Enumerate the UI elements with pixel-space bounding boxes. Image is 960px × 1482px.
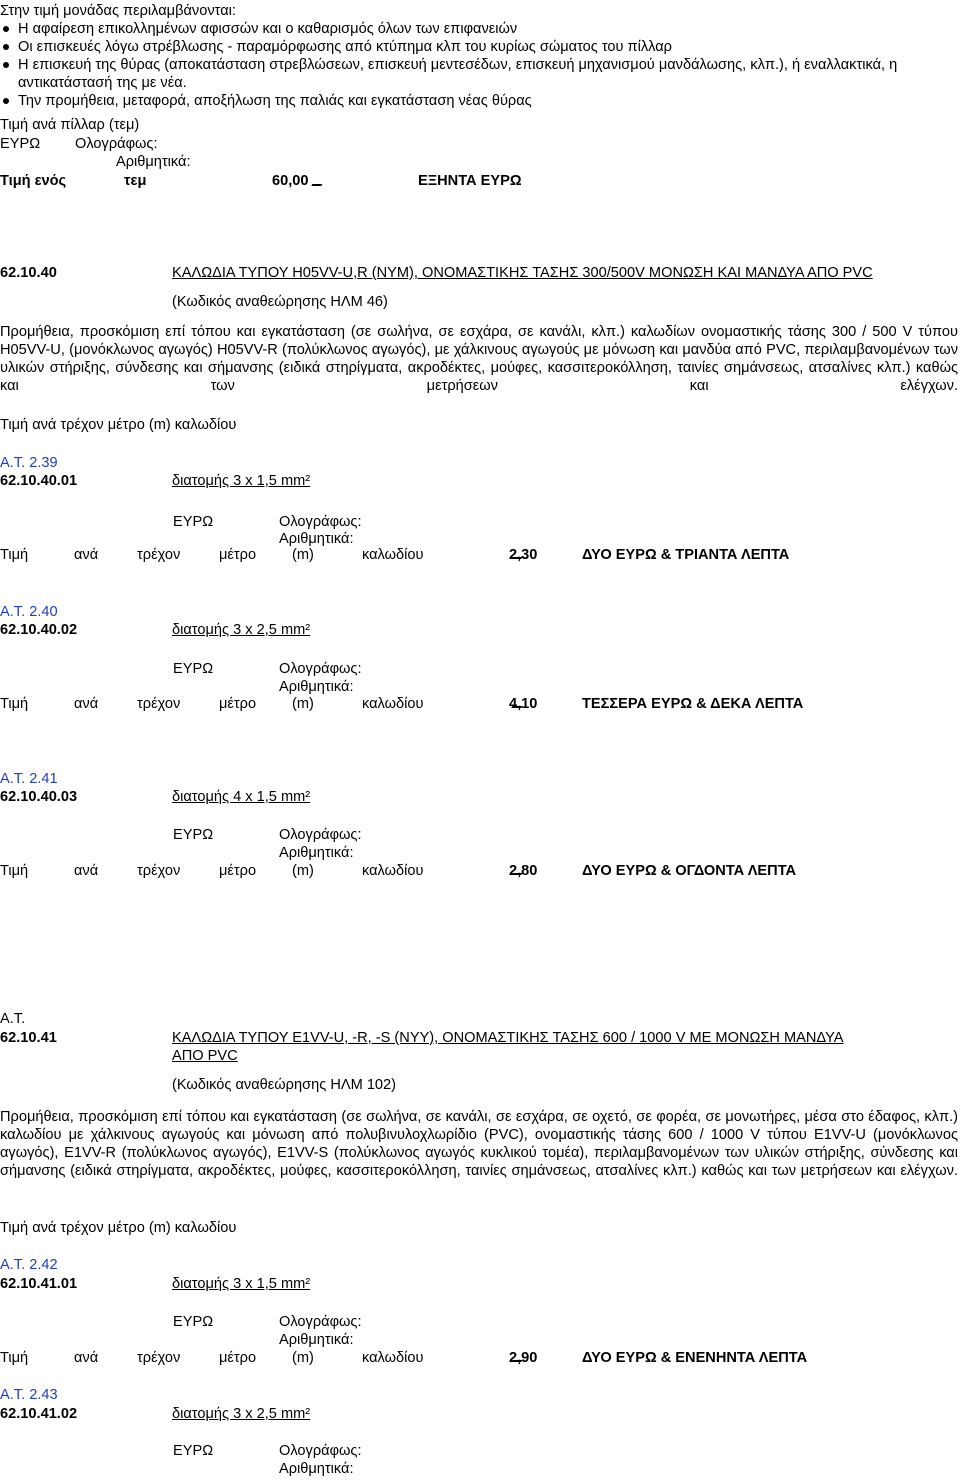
item-description: διατομής 3 x 2,5 mm² [172,1406,311,1422]
included-items-list [0,20,958,110]
item-code: 62.10.40.01 [0,473,78,489]
price-word: Τιμή [0,547,29,563]
price-unit: τεμ [124,173,147,189]
in-numbers-label: Αριθμητικά: [279,1461,354,1477]
price-word: ανά [74,1350,99,1366]
price-word: τρέχον [137,547,181,563]
item-code: 62.10.41.01 [0,1276,78,1292]
euro-icon [311,173,329,186]
section-code: 62.10.41 [0,1030,57,1046]
euro-label: ΕΥΡΩ [173,514,214,530]
in-numbers-label: Αριθμητικά: [279,679,354,695]
in-words-label: Ολογράφως: [279,514,362,530]
section-code: 62.10.40 [0,265,57,281]
price-word: μέτρο [219,696,257,712]
item-at-number: Α.Τ. 2.39 [0,455,58,471]
euro-label: ΕΥΡΩ [173,1443,214,1459]
in-numbers-label: Αριθμητικά: [116,154,191,170]
unit-line: Τιμή ανά τρέχον μέτρο (m) καλωδίου [0,1220,237,1236]
section-description: Προμήθεια, προσκόμιση επί τόπου και εγκατάσταση (σε σωλήνα, σε κανάλι, σε εσχάρα, σε οχετό, σε φορέα, σε μονωτήρες, μέσα στο έδαφος, κλπ.) καλωδίου με χάλκινους αγωγούς και μόνωση από πολυβινυλοχλωρίδιο (PVC), ονομαστικής τάσης 600 / 1000 V τύπου E1VV-U (μονόκλωνος αγωγός), E1VV-R (πολύκλωνος αγωγός), E1VV-S (πολύκλωνος αγωγός κυκλικού τομέα), περιλαμβανομένων των υλικών στήριξης, σύνδεσης και σήμανσης (ειδικά στηρίγματα, ακροδέκτες, μούφες, κασσιτεροκόλληση, ταινίες σημάνσεως, ατσαλίνες κλπ.) καθώς και των μετρήσεων και ελέγχων. [0,1109,958,1179]
price-word: (m) [292,1350,314,1366]
list-item: Οι επισκευές λόγω στρέβλωσης - παραμόρφωσης από κτύπημα κλπ του κυρίως σώματος του πίλλαρ [0,38,958,56]
in-words-label: Ολογράφως: [75,136,158,152]
price-word: ανά [74,696,99,712]
price-word: ανά [74,547,99,563]
unit-line: Τιμή ανά πίλλαρ (τεμ) [0,117,140,133]
in-numbers-label: Αριθμητικά: [279,845,354,861]
item-code: 62.10.41.02 [0,1406,78,1422]
item-price-words: ΔΥΟ ΕΥΡΩ & ΤΡΙΑΝΤΑ ΛΕΠΤΑ [582,547,790,563]
price-word: τρέχον [137,696,181,712]
price-word: ανά [74,863,99,879]
price-words: ΕΞΗΝΤΑ ΕΥΡΩ [418,173,522,189]
price-word: τρέχον [137,863,181,879]
item-price-words: ΔΥΟ ΕΥΡΩ & ΟΓΔΟΝΤΑ ΛΕΠΤΑ [582,863,797,879]
list-item: Η επισκευή της θύρας (αποκατάσταση στρεβλώσεων, επισκευή μεντεσέδων, επισκευή μηχανισμού μανδάλωσης, κλπ.), ή εναλλακτικά, η αντικατάστασή της με νέα. [0,56,958,92]
in-words-label: Ολογράφως: [279,661,362,677]
item-description: διατομής 4 x 1,5 mm² [172,789,311,805]
price-row: Τιμή ανά τρέχον μέτρο (m) καλωδίου 2,90 ΔΥΟ ΕΥΡΩ & ΕΝΕΝΗΝΤΑ ΛΕΠΤΑ [0,1350,808,1366]
section-title: ΚΑΛΩΔΙΑ ΤΥΠΟΥ E1VV-U, -R, -S (NYY), ΟΝΟΜΑΣΤΙΚΗΣ ΤΑΣΗΣ 600 / 1000 V ΜΕ ΜΟΝΩΣΗ ΜΑΝΔΥΑ [172,1030,844,1046]
in-words-label: Ολογράφως: [279,827,362,843]
list-item: Την προμήθεια, μεταφορά, αποξήλωση της παλιάς και εγκατάσταση νέας θύρας [0,92,958,110]
price-word: (m) [292,547,314,563]
price-word: Τιμή [0,863,29,879]
price-word: μέτρο [219,863,257,879]
item-description: διατομής 3 x 2,5 mm² [172,622,311,638]
price-word: Τιμή [0,1350,29,1366]
item-description: διατομής 3 x 1,5 mm² [172,473,311,489]
euro-label: ΕΥΡΩ [173,827,214,843]
price-row: Τιμή ανά τρέχον μέτρο (m) καλωδίου 4,10 ΤΕΣΣΕΡΑ ΕΥΡΩ & ΔΕΚΑ ΛΕΠΤΑ [0,696,804,712]
price-word: καλωδίου [362,863,424,879]
price-row: Τιμή ανά τρέχον μέτρο (m) καλωδίου 2,30 ΔΥΟ ΕΥΡΩ & ΤΡΙΑΝΤΑ ΛΕΠΤΑ [0,547,790,563]
section-title-continued: ΑΠΟ PVC [172,1048,238,1064]
euro-label: ΕΥΡΩ [0,136,41,152]
in-words-label: Ολογράφως: [279,1314,362,1330]
item-at-number: Α.Τ. 2.41 [0,771,58,787]
price-word: μέτρο [219,547,257,563]
price-word: καλωδίου [362,696,424,712]
euro-label: ΕΥΡΩ [173,1314,214,1330]
price-word: τρέχον [137,1350,181,1366]
item-code: 62.10.40.03 [0,789,78,805]
in-numbers-label: Αριθμητικά: [279,1332,354,1348]
intro-heading: Στην τιμή μονάδας περιλαμβάνονται: [0,3,236,19]
price-word: μέτρο [219,1350,257,1366]
price-word: (m) [292,863,314,879]
section-description: Προμήθεια, προσκόμιση επί τόπου και εγκατάσταση (σε σωλήνα, σε εσχάρα, σε κανάλι, κλπ.) καλωδίων ονομαστικής τάσης 300 / 500 V τύπου H05VV-U, (μονόκλωνος αγωγός) H05VV-R (πολύκλωνος αγωγός), με χάλκινους αγωγούς με μόνωση και μανδύα από PVC, περιλαμβανομένων των υλικών στήριξης, σύνδεσης και σήμανσης (ειδικά στηρίγματα, ακροδέκτες, μούφες, κασσιτεροκόλληση, ταινίες σημάνσεως, ατσαλίνες κλπ.) καθώς και των μετρήσεων και ελέγχων. [0,324,958,394]
item-description: διατομής 3 x 1,5 mm² [172,1276,311,1292]
price-word: Τιμή [0,696,29,712]
price-word: καλωδίου [362,1350,424,1366]
item-code: 62.10.40.02 [0,622,78,638]
price-word: (m) [292,696,314,712]
revision-code: (Κωδικός αναθεώρησης ΗΛΜ 102) [172,1077,397,1093]
item-at-number: Α.Τ. [0,1011,26,1027]
price-value: 60,00 [272,172,325,190]
price-label: Τιμή ενός [0,173,67,189]
item-price-words: ΤΕΣΣΕΡΑ ΕΥΡΩ & ΔΕΚΑ ΛΕΠΤΑ [582,696,804,712]
euro-label: ΕΥΡΩ [173,661,214,677]
price-row: Τιμή ανά τρέχον μέτρο (m) καλωδίου 2,80 ΔΥΟ ΕΥΡΩ & ΟΓΔΟΝΤΑ ΛΕΠΤΑ [0,863,797,879]
price-word: καλωδίου [362,547,424,563]
unit-line: Τιμή ανά τρέχον μέτρο (m) καλωδίου [0,417,237,433]
list-item: Η αφαίρεση επικολλημένων αφισσών και ο καθαρισμός όλων των επιφανειών [0,20,958,38]
item-price-words: ΔΥΟ ΕΥΡΩ & ΕΝΕΝΗΝΤΑ ΛΕΠΤΑ [582,1350,808,1366]
in-words-label: Ολογράφως: [279,1443,362,1459]
item-at-number: Α.Τ. 2.42 [0,1257,58,1273]
revision-code: (Κωδικός αναθεώρησης ΗΛΜ 46) [172,294,388,310]
in-numbers-label: Αριθμητικά: [279,531,354,547]
section-title: ΚΑΛΩΔΙΑ ΤΥΠΟΥ H05VV-U,R (NYM), ΟΝΟΜΑΣΤΙΚΗΣ ΤΑΣΗΣ 300/500V ΜΟΝΩΣΗ ΚΑΙ ΜΑΝΔΥΑ ΑΠΟ PVC [172,265,873,281]
item-at-number: Α.Τ. 2.43 [0,1387,58,1403]
item-at-number: Α.Τ. 2.40 [0,604,58,620]
